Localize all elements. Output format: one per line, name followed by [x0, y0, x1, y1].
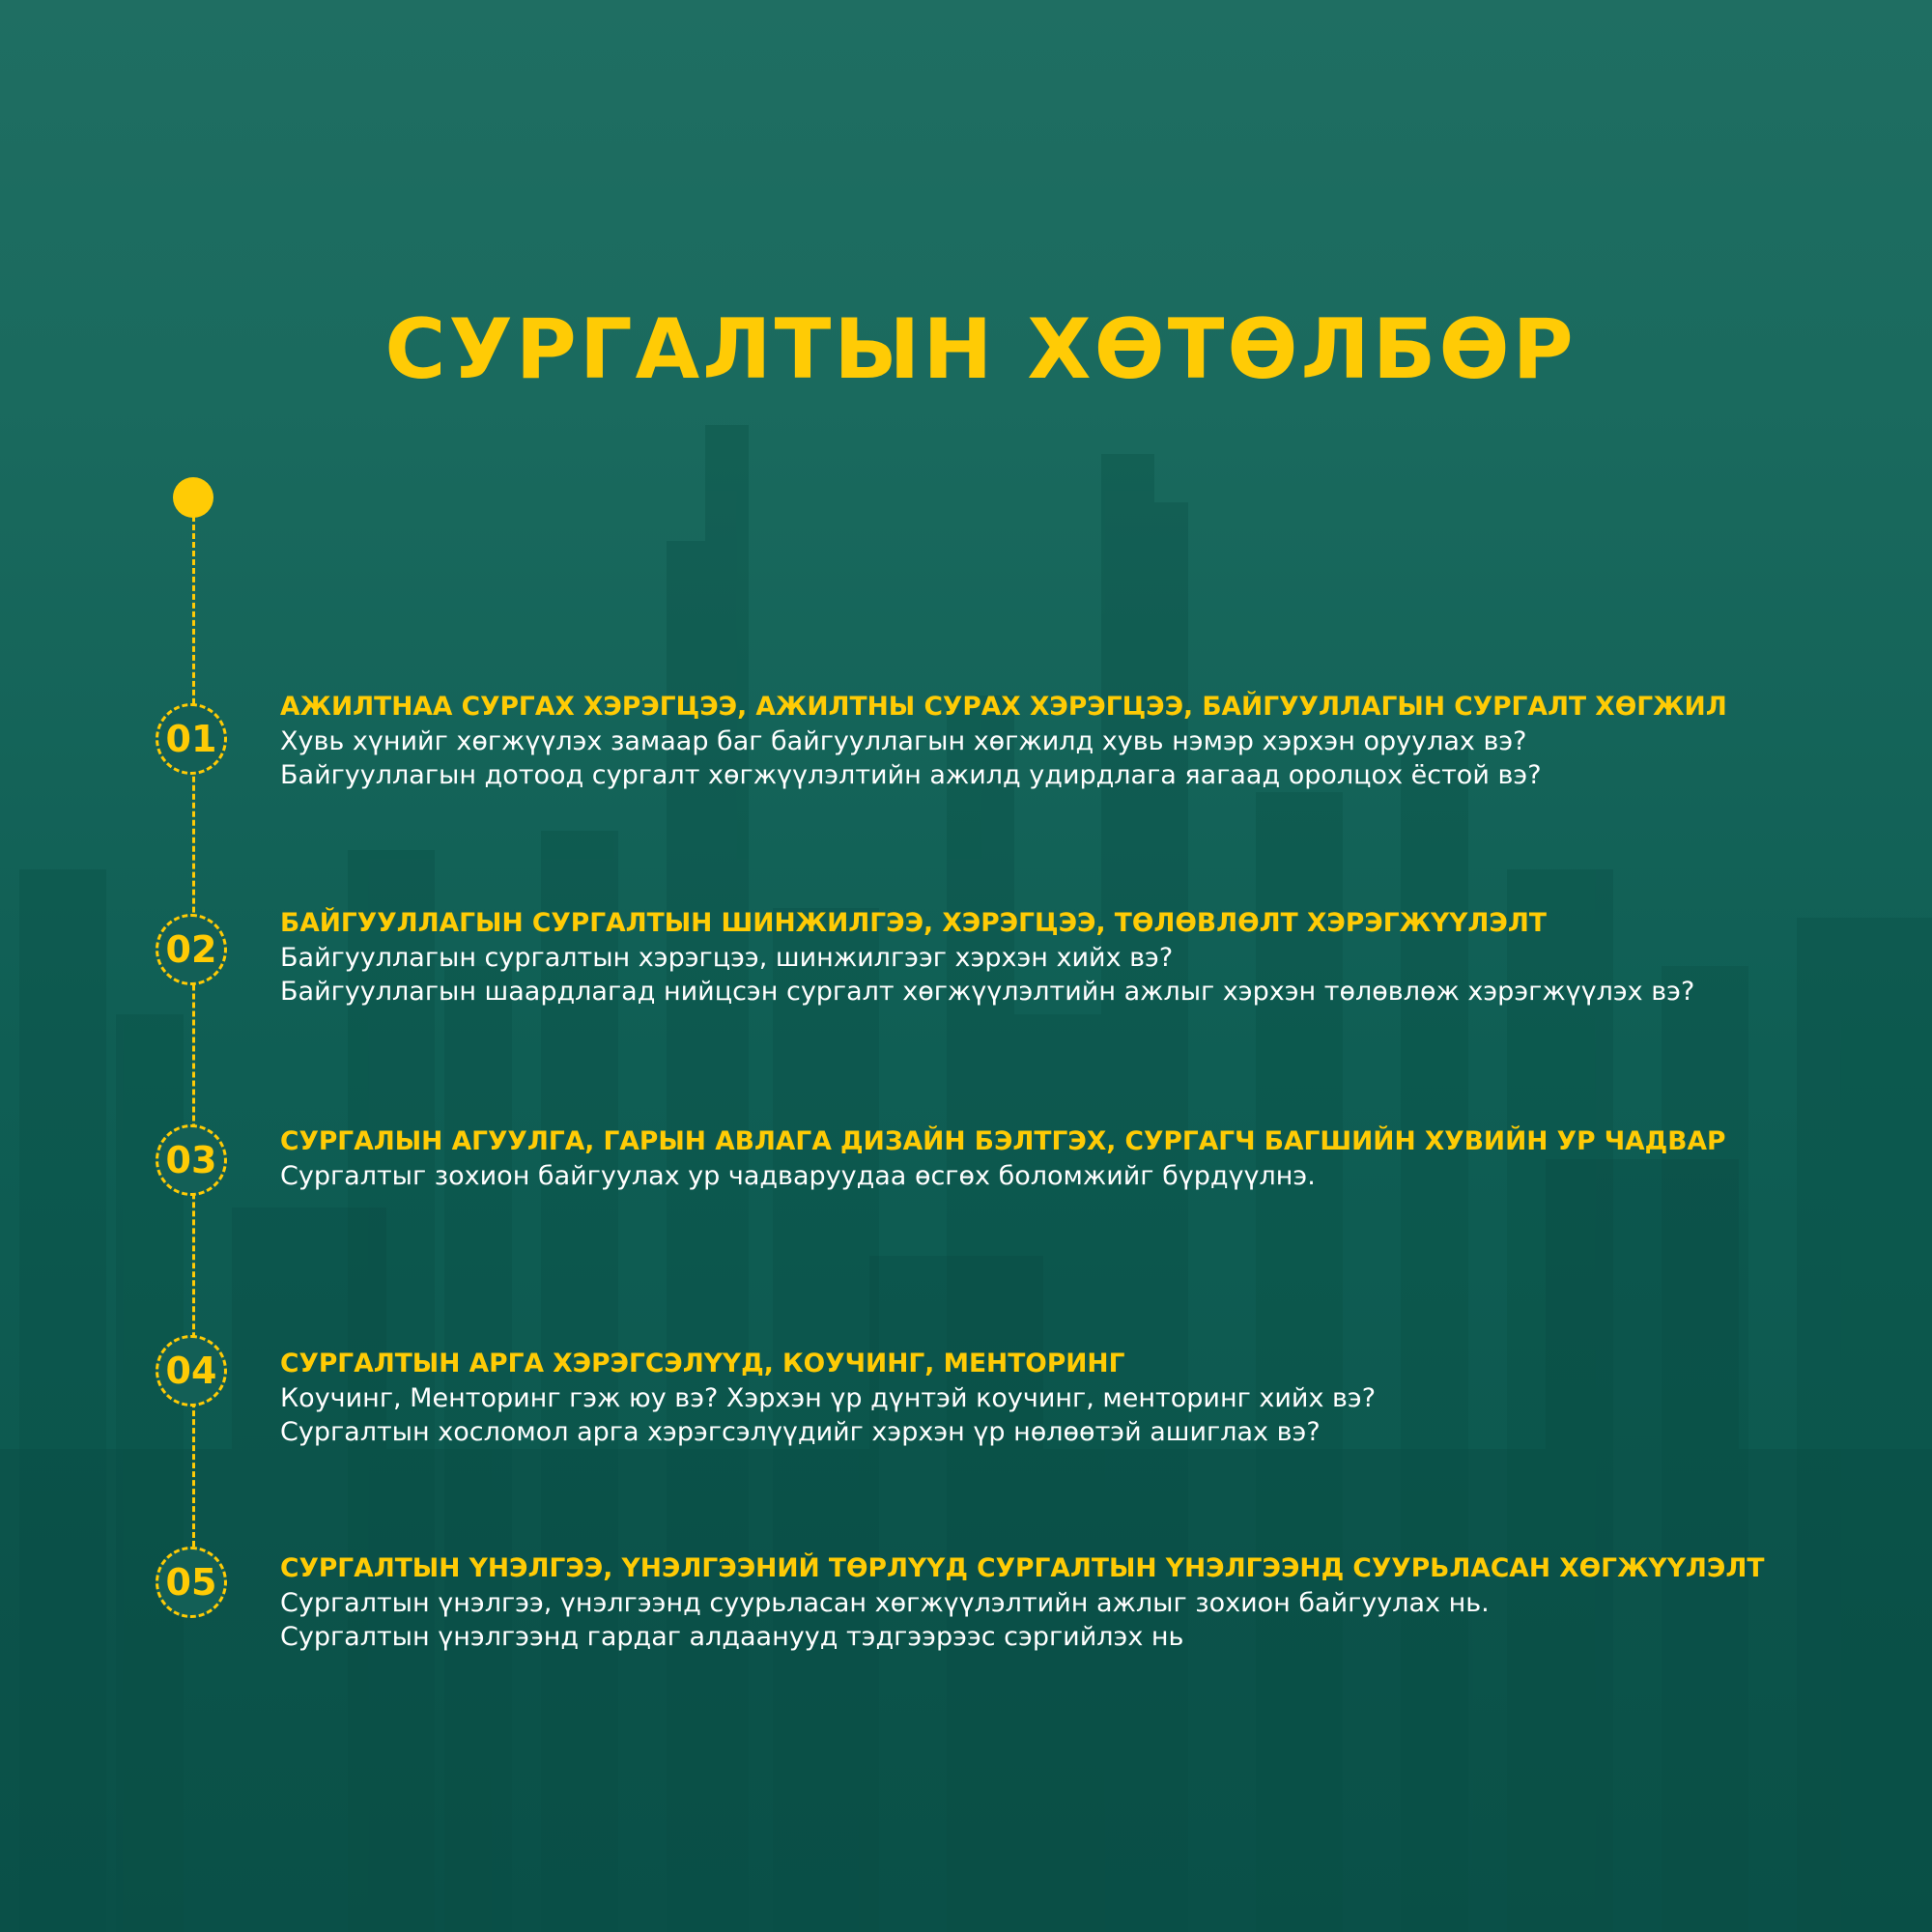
program-item-line: Байгууллагын сургалтын хэрэгцээ, шинжилгээг хэрхэн хийх вэ? [280, 943, 1174, 973]
program-item [280, 906, 1903, 1009]
program-item-heading: СУРГАЛЫН АГУУЛГА, ГАРЫН АВЛАГА ДИЗАЙН БЭЛТГЭХ, СУРГАГЧ БАГШИЙН ХУВИЙН УР ЧАДВАР [280, 1126, 1726, 1156]
step-number-badge: 01 [156, 703, 227, 775]
program-item-line: Сургалтын үнэлгээ, үнэлгээнд суурьласан хөгжүүлэлтийн ажлыг зохион байгуулах нь. [280, 1588, 1490, 1618]
program-item-line: Сургалтын хосломол арга хэрэгсэлүүдийг хэрхэн үр нөлөөтэй ашиглах вэ? [280, 1417, 1321, 1447]
step-number-badge: 04 [156, 1335, 227, 1406]
program-item [280, 690, 1903, 792]
program-item-heading: АЖИЛТНАА СУРГАХ ХЭРЭГЦЭЭ, АЖИЛТНЫ СУРАХ ХЭРЭГЦЭЭ, БАЙГУУЛЛАГЫН СУРГАЛТ ХӨГЖИЛ [280, 692, 1727, 722]
timeline-start-dot [173, 477, 213, 518]
page-title: СУРГАЛТЫН ХӨТӨЛБӨР [384, 301, 1577, 398]
program-item [280, 1347, 1903, 1449]
program-item-line: Байгууллагын шаардлагад нийцсэн сургалт хөгжүүлэлтийн ажлыг хэрхэн төлөвлөж хэрэгжүүлэх вэ? [280, 977, 1695, 1007]
step-number-badge: 03 [156, 1124, 227, 1196]
program-item-line: Коучинг, Менторинг гэж юу вэ? Хэрхэн үр дүнтэй коучинг, менторинг хийх вэ? [280, 1383, 1377, 1413]
program-item [280, 1124, 1903, 1193]
program-item-line: Сургалтын үнэлгээнд гардаг алдаанууд тэдгээрээс сэргийлэх нь [280, 1622, 1184, 1652]
step-number-badge: 05 [156, 1547, 227, 1618]
program-item [280, 1551, 1903, 1654]
program-item-heading: СУРГАЛТЫН ҮНЭЛГЭЭ, ҮНЭЛГЭЭНИЙ ТӨРЛҮҮД СУРГАЛТЫН ҮНЭЛГЭЭНД СУУРЬЛАСАН ХӨГЖҮҮЛЭЛТ [280, 1553, 1765, 1583]
program-item-heading: БАЙГУУЛЛАГЫН СУРГАЛТЫН ШИНЖИЛГЭЭ, ХЭРЭГЦЭЭ, ТӨЛӨВЛӨЛТ ХЭРЭГЖҮҮЛЭЛТ [280, 908, 1547, 938]
program-item-line: Байгууллагын дотоод сургалт хөгжүүлэлтийн ажилд удирдлага яагаад оролцох ёстой вэ? [280, 760, 1542, 790]
program-item-line: Сургалтыг зохион байгуулах ур чадваруудаа өсгөх боломжийг бүрдүүлнэ. [280, 1161, 1316, 1191]
timeline-dashed-line [192, 507, 195, 1599]
step-number-badge: 02 [156, 914, 227, 985]
program-item-heading: СУРГАЛТЫН АРГА ХЭРЭГСЭЛҮҮД, КОУЧИНГ, МЕНТОРИНГ [280, 1349, 1125, 1378]
program-item-line: Хувь хүнийг хөгжүүлэх замаар баг байгууллагын хөгжилд хувь нэмэр хэрхэн оруулах вэ? [280, 726, 1527, 756]
